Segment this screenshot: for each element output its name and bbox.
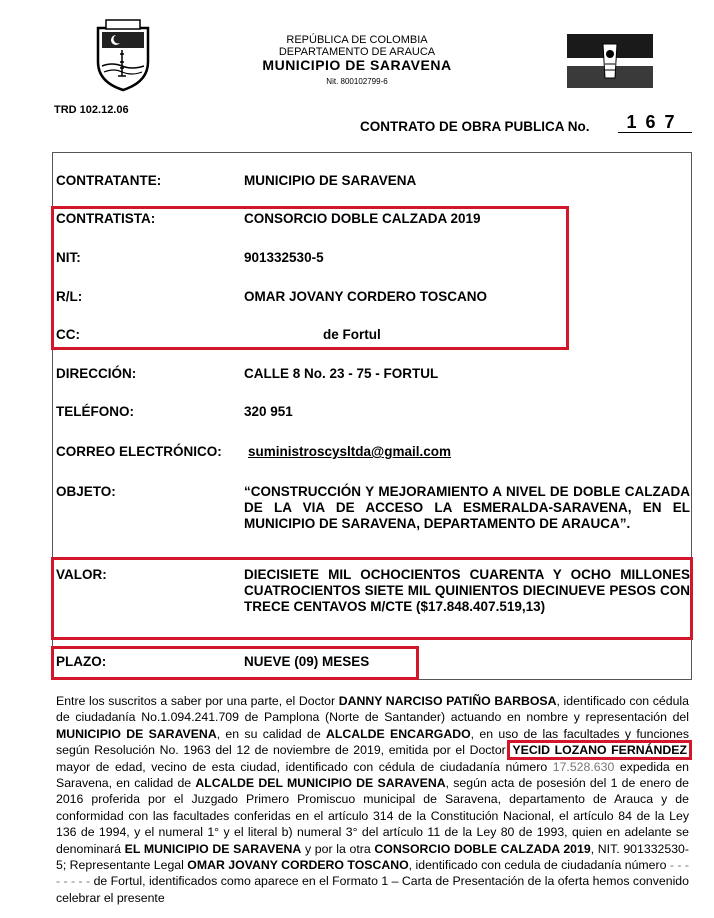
contratista-value: CONSORCIO DOBLE CALZADA 2019 xyxy=(244,211,481,226)
contratista-label: CONTRATISTA: xyxy=(56,211,156,226)
contract-title: CONTRATO DE OBRA PUBLICA No. xyxy=(360,119,590,134)
header-nit: Nit. 800102799-6 xyxy=(326,77,388,86)
valor-label: VALOR: xyxy=(56,567,107,582)
plazo-label: PLAZO: xyxy=(56,654,107,669)
cc-label: CC: xyxy=(56,327,80,342)
telefono-label: TELÉFONO: xyxy=(56,404,134,419)
rl-label: R/L: xyxy=(56,289,83,304)
nit-label: NIT: xyxy=(56,250,81,265)
contract-body-paragraph: Entre los suscritos a saber por una parte, el Doctor DANNY NARCISO PATIÑO BARBOSA, identificado con cédula de ciudadanía No.1.094.241.709 de Pamplona (Norte de Santander) actuando en nombre y representación del MUNICIPIO DE SARAVENA, en su calidad de ALCALDE ENCARGADO, en uso de las facultades y funciones según Resolución No. 1963 del 12 de noviembre de 2019, emitida por el Doctor YECID LOZANO FERNÁNDEZ mayor de edad, vecino de esta ciudad, identificado con cédula de ciudadanía número 17.528.630 expedida en Saravena, en calidad de ALCALDE DEL MUNICIPIO DE SARAVENA, según acta de posesión del 1 de enero de 2016 proferida por el Juzgado Primero Promiscuo municipal de Saravena, departamento de Arauca y de conformidad con las facultades conferidas en el artículo 314 de la Constitución Nacional, el artículo 84 de la Ley 136 de 1994, y el numeral 1° y el literal b) numeral 3° del artículo 11 de la Ley 80 de 1993, quien en adelante se denominará EL MUNICIPIO DE SARAVENA y por la otra CONSORCIO DOBLE CALZADA 2019, NIT. 901332530-5; Representante Legal OMAR JOVANY CORDERO TOSCANO, identificado con cedula de ciudadanía número - - - - - - - - de Fortul, identificados como aparece en el Formato 1 – Carta de Presentación de la oferta hemos convenido celebrar el presente xyxy=(56,694,689,905)
valor-value: DIECISIETE MIL OCHOCIENTOS CUARENTA Y OCHO MILLONES CUATROCIENTOS SIETE MIL QUINIENTOS DIECINUEVE PESOS CON TRECE CENTAVOS M/CTE ($17.848.407.519,13) xyxy=(244,567,690,614)
nit-value: 901332530-5 xyxy=(244,250,324,265)
direccion-value: CALLE 8 No. 23 - 75 - FORTUL xyxy=(244,366,439,381)
correo-label: CORREO ELECTRÓNICO: xyxy=(56,444,222,459)
objeto-value: “CONSTRUCCIÓN Y MEJORAMIENTO A NIVEL DE DOBLE CALZADA DE LA VIA DE ACCESO LA ESMERALDA-SARAVENA, EN EL MUNICIPIO DE SARAVENA, DEPARTAMENTO DE ARAUCA”. xyxy=(244,484,690,531)
objeto-label: OBJETO: xyxy=(56,484,116,499)
contratante-label: CONTRATANTE: xyxy=(56,173,162,188)
contract-number: 167 xyxy=(618,112,692,133)
header-municipality: MUNICIPIO DE SARAVENA xyxy=(262,57,452,73)
trd-code: TRD 102.12.06 xyxy=(54,104,129,116)
direccion-label: DIRECCIÓN: xyxy=(56,366,137,381)
telefono-value: 320 951 xyxy=(244,404,293,419)
term-highlight-box xyxy=(51,646,419,680)
rl-value: OMAR JOVANY CORDERO TOSCANO xyxy=(244,289,488,304)
header-department: DEPARTAMENTO DE ARAUCA xyxy=(278,46,436,58)
highlighted-name: YECID LOZANO FERNÁNDEZ xyxy=(512,743,687,758)
contractor-highlight-box xyxy=(51,206,569,350)
cc-value: de Fortul xyxy=(323,327,381,342)
header-country: REPÚBLICA DE COLOMBIA xyxy=(286,34,428,46)
contratante-value: MUNICIPIO DE SARAVENA xyxy=(244,173,417,188)
value-highlight-box xyxy=(51,557,693,640)
correo-value[interactable]: suministroscysltda@gmail.com xyxy=(248,444,451,459)
municipal-crest-logo xyxy=(92,18,154,92)
municipal-flag-logo xyxy=(567,34,653,88)
plazo-value: NUEVE (09) MESES xyxy=(244,654,370,669)
